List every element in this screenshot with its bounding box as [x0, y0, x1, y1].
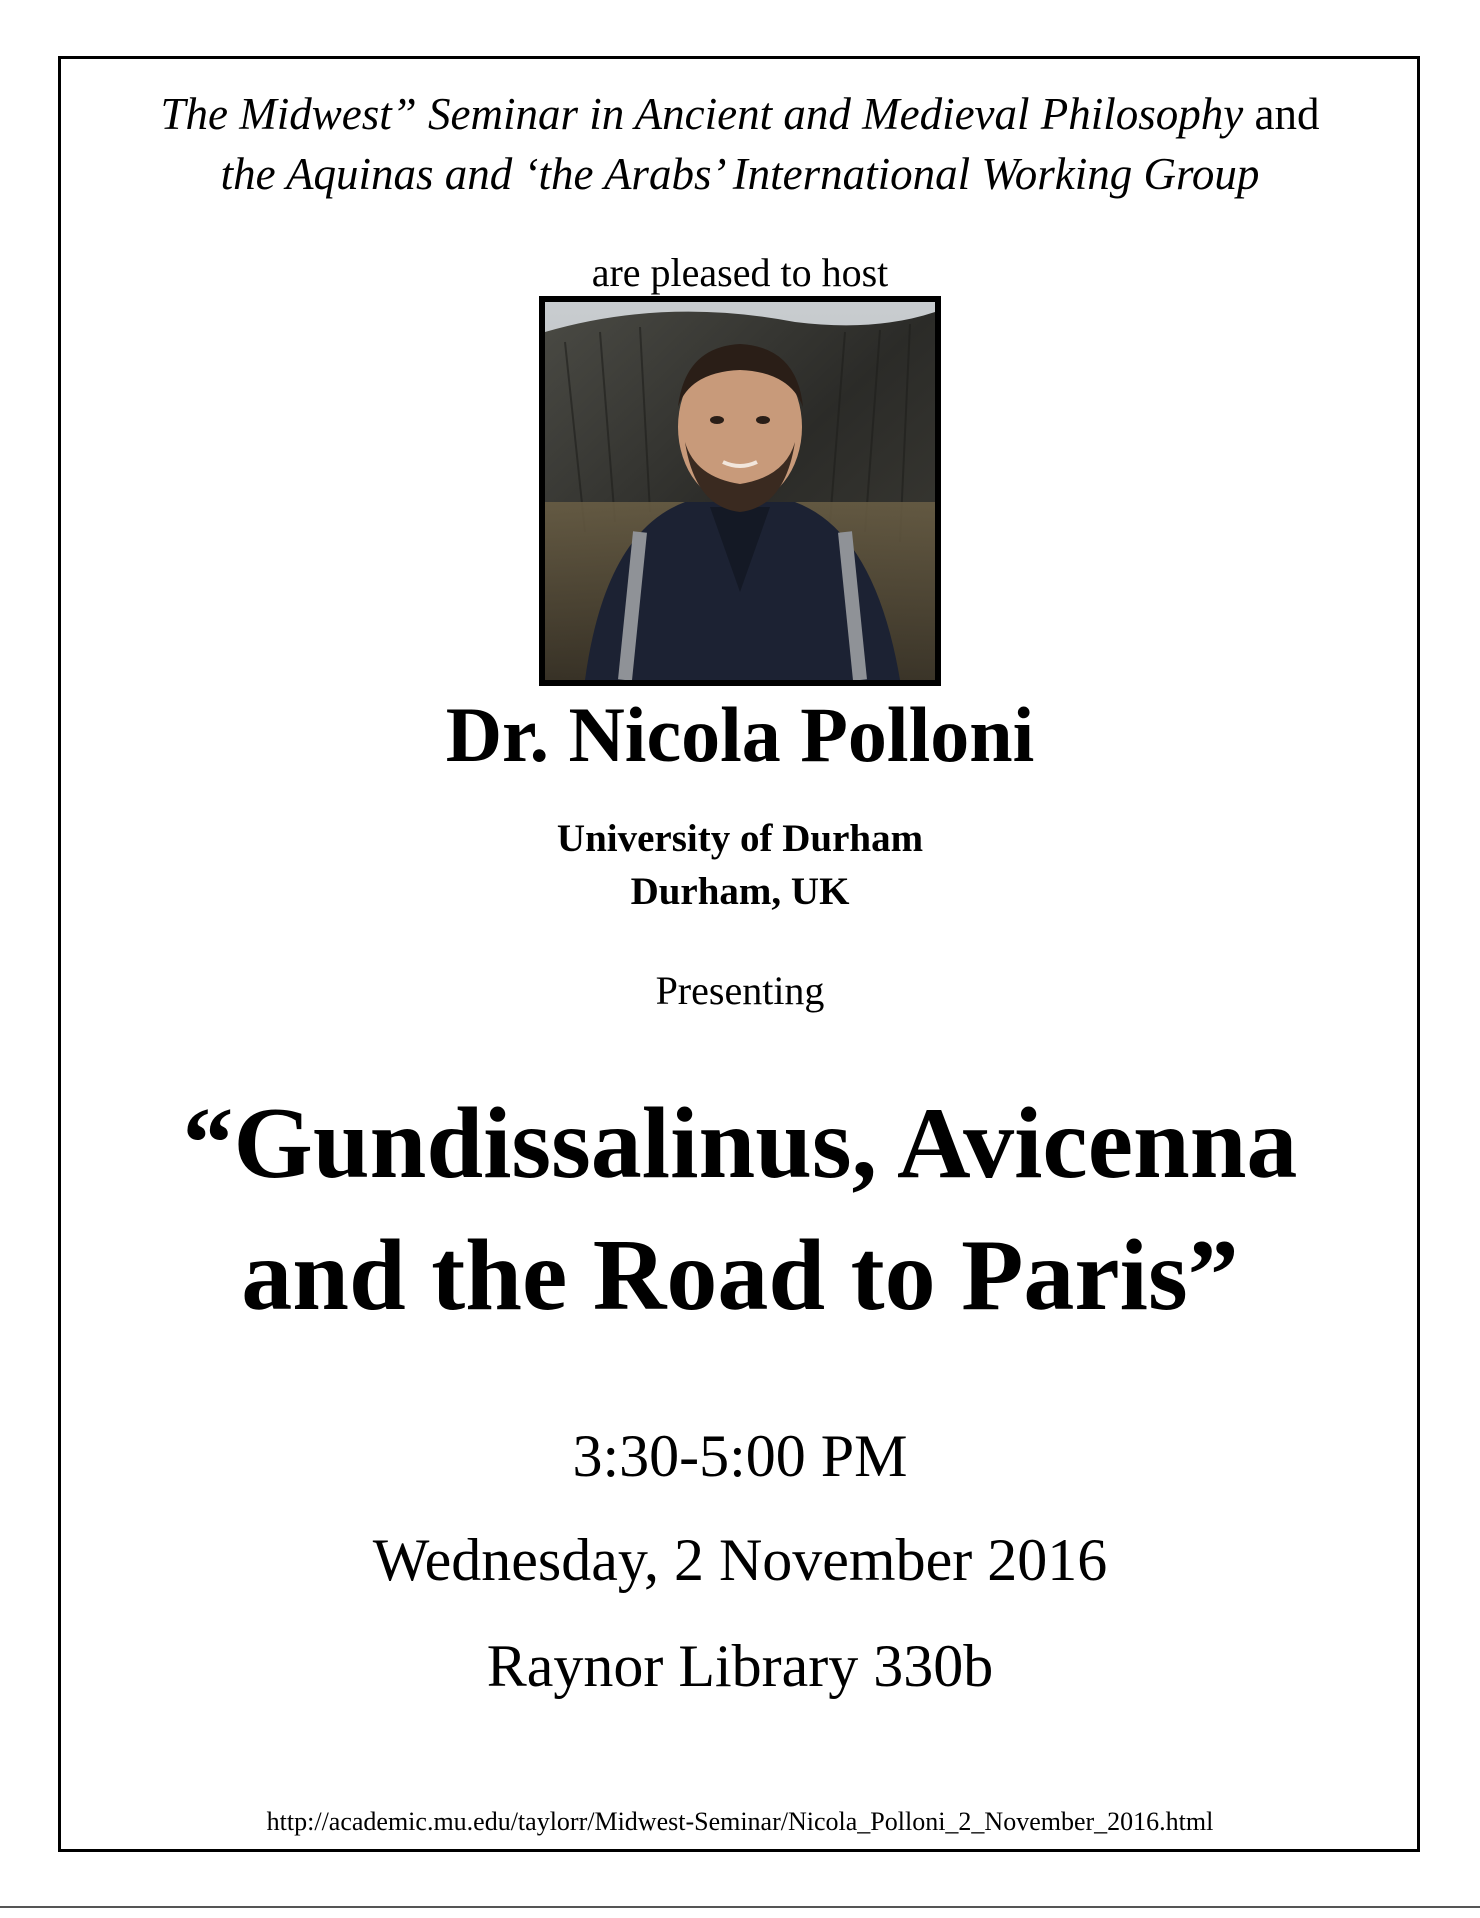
host-organizations — [0, 84, 1480, 204]
event-room: Raynor Library 330b — [486, 1633, 994, 1699]
intro-text: are pleased to host — [591, 250, 889, 295]
event-time: 3:30-5:00 PM — [572, 1423, 908, 1489]
host-conjunction: and — [1243, 89, 1320, 139]
host-line-2 — [0, 144, 1480, 204]
event-url: http://academic.mu.edu/taylorr/Midwest-Seminar/Nicola_Polloni_2_November_2016.html — [266, 1807, 1214, 1836]
working-group-name: the Aquinas and ‘the Arabs’ International Working Group — [220, 149, 1260, 199]
talk-title-line-1: “Gundissalinus, Avicenna — [182, 1087, 1298, 1200]
event-date: Wednesday, 2 November 2016 — [372, 1527, 1108, 1593]
speaker-affiliation — [0, 812, 1480, 918]
speaker-institution: University of Durham — [556, 817, 924, 860]
talk-title-line-2: and the Road to Paris” — [241, 1219, 1239, 1332]
speaker-location: Durham, UK — [630, 870, 850, 913]
page-bottom-rule — [0, 1906, 1480, 1908]
host-line-1 — [0, 84, 1480, 144]
talk-title — [0, 1078, 1480, 1342]
speaker-photo — [539, 296, 941, 686]
presenting-label: Presenting — [655, 968, 825, 1013]
seminar-name: The Midwest” Seminar in Ancient and Medieval Philosophy — [160, 89, 1244, 139]
speaker-photo-image — [545, 302, 935, 680]
speaker-name: Dr. Nicola Polloni — [445, 691, 1035, 778]
